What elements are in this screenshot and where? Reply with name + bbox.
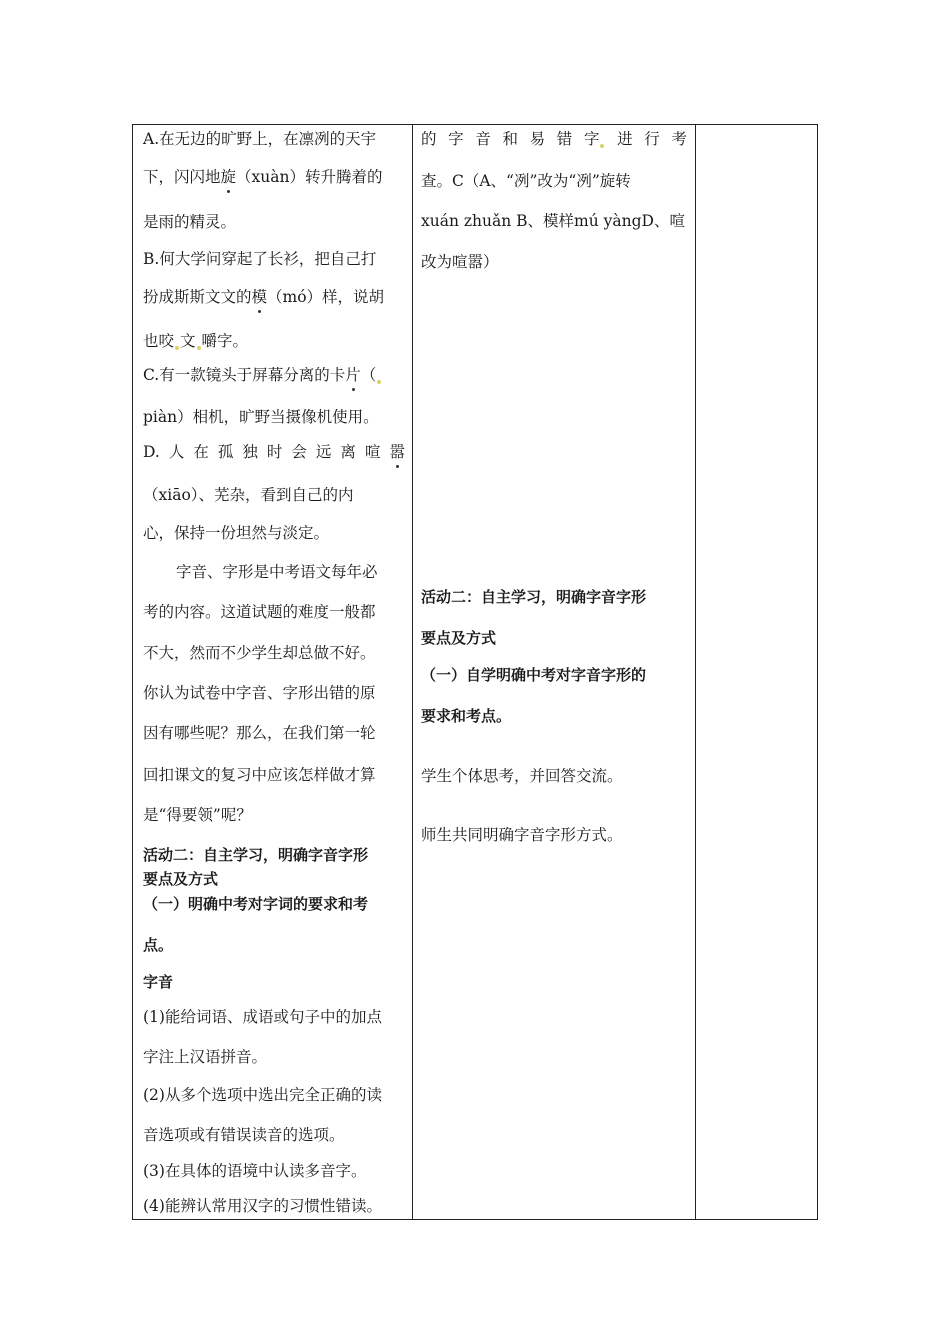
subtitle-line-1: （一）明确中考对字词的要求和考 [143,895,369,913]
activity-title-line-2: 要点及方式 [143,870,219,888]
activity-title-line-2: 要点及方式 [421,629,497,647]
paragraph-line-4: 你认为试卷中字音、字形出错的原 [143,684,376,702]
marker-dot [600,144,604,148]
question-d-line-3: 心，保持一份坦然与淡定。 [143,524,330,542]
paragraph-line-6: 回扣课文的复习中应该怎样做才算 [143,766,376,784]
question-a-line-3: 是雨的精灵。 [143,213,237,231]
marker-dot [197,346,201,350]
marker-dot [175,346,179,350]
activity-title-line-1: 活动二：自主学习，明确字音字形 [143,846,369,864]
question-b-line-2: 扮成斯斯文文的模（mó）样，说胡 [143,288,385,306]
subtitle-line-2: 要求和考点。 [421,707,512,725]
paragraph-line-1: 字音、字形是中考语文每年必 [176,563,378,581]
paragraph-line-3: 不大，然而不少学生却总做不好。 [143,644,376,662]
item-1-line-2: 字注上汉语拼音。 [143,1048,268,1066]
dotted-char: 片 [345,366,361,384]
section-zi-yin: 字音 [143,973,174,991]
lesson-table [132,124,818,1220]
question-d-line-1: D. 人 在 孤 独 时 会 远 离 喧 嚣 [143,443,405,461]
item-3: (3)在具体的语境中认读多音字。 [143,1162,367,1180]
question-a-line-1: A.在无边的旷野上，在凛冽的天宇 [143,130,377,148]
question-c-line-1: C.有一款镜头于屏幕分离的卡片（ [143,365,382,385]
item-1-line-1: (1)能给词语、成语或句子中的加点 [143,1008,382,1026]
paragraph-line-2: 考的内容。这道试题的难度一般都 [143,603,376,621]
marker-dot [377,380,381,384]
paragraph-line-5: 因有哪些呢？那么，在我们第一轮 [143,724,376,742]
item-4: (4)能辨认常用汉字的习惯性错读。 [143,1197,382,1215]
right-column [696,125,817,1219]
subtitle-line-1: （一）自学明确中考对字音字形的 [421,666,647,684]
question-d-line-2: （xiāo）、芜杂，看到自己的内 [143,486,354,504]
paragraph-line-7: 是“得要领”呢？ [143,806,252,824]
item-2-line-2: 音选项或有错误读音的选项。 [143,1126,345,1144]
activity-title-line-1: 活动二：自主学习，明确字音字形 [421,588,647,606]
answer-line-1: 的 字 音 和 易 错 字 进 行 考 [421,130,687,148]
question-a-line-2: 下，闪闪地旋（xuàn）转升腾着的 [143,168,383,186]
answer-line-4: 改为喧嚣） [421,253,499,271]
dotted-char: 旋 [220,168,237,186]
dotted-char: 模 [251,288,268,306]
teacher-activity-text: 师生共同明确字音字形方式。 [421,826,623,844]
question-c-line-2: piàn）相机，旷野当摄像机使用。 [143,408,379,426]
dotted-char: 嚣 [389,443,405,461]
question-b-line-1: B.何大学问穿起了长衫，把自己打 [143,250,377,268]
item-2-line-1: (2)从多个选项中选出完全正确的读 [143,1086,382,1104]
question-b-line-3: 也咬 文 嚼字。 [143,332,249,350]
student-activity-text: 学生个体思考，并回答交流。 [421,767,623,785]
subtitle-line-2: 点。 [143,936,174,954]
answer-line-3: xuán zhuǎn B、模样mú yàngD、喧 [421,212,685,230]
column-divider-1 [412,125,413,1219]
answer-line-2: 查。C（A、“冽”改为“冽”旋转 [421,172,631,190]
